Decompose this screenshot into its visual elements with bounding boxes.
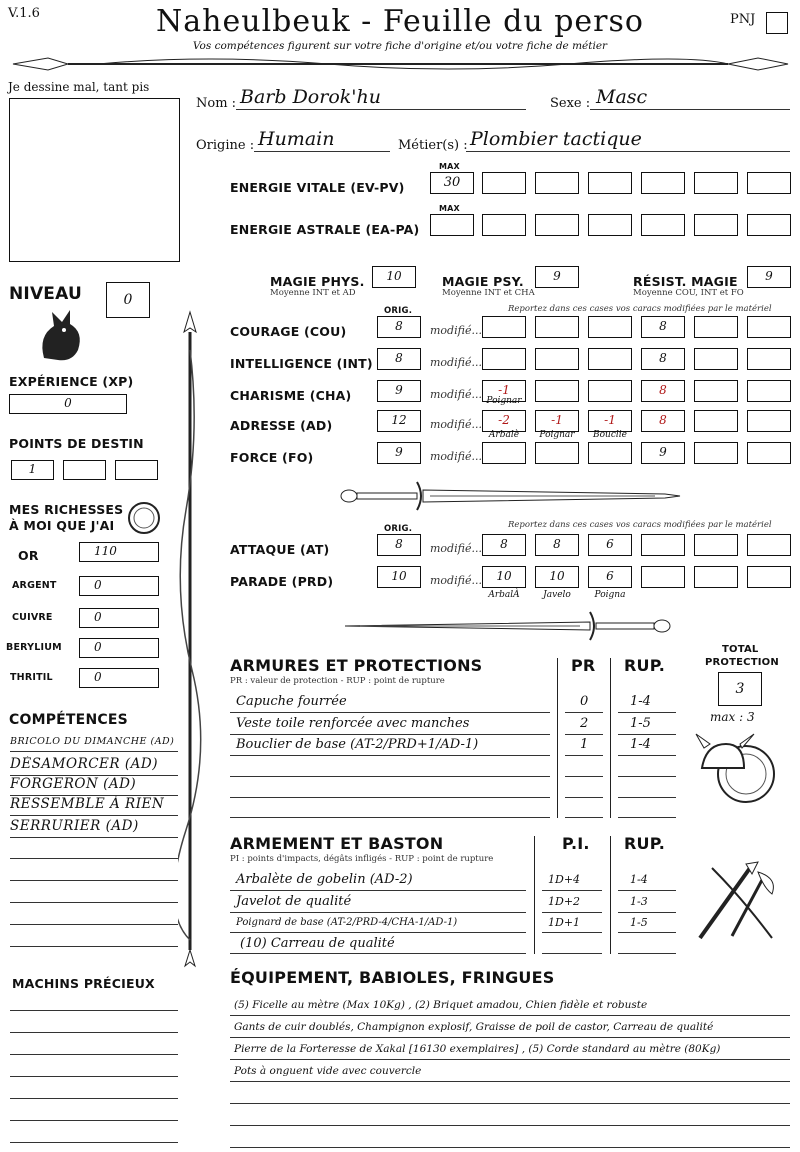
combat-modifier-box[interactable]: 10 [535, 566, 579, 588]
combat-modifier-box[interactable]: 6 [588, 534, 632, 556]
orig-label: ORIG. [384, 306, 413, 316]
armor-title: ARMURES ET PROTECTIONS [230, 656, 483, 675]
armor-item-pr[interactable]: 1 [580, 737, 589, 752]
competence-blank-line[interactable] [10, 902, 178, 903]
combat-modifier-box[interactable]: 8 [535, 534, 579, 556]
equipment-line[interactable]: (5) Ficelle au mètre (Max 10Kg) , (2) Briquet amadou, Chien fidèle et robuste [230, 996, 790, 1016]
weapons-col-pi: P.I. [562, 834, 590, 853]
competences-label: COMPÉTENCES [9, 712, 128, 728]
attaque-label: ATTAQUE (AT) [230, 542, 330, 557]
equipment-line[interactable]: Pierre de la Forteresse de Xakal [16130 exemplaires] , (5) Corde standard au mètre (80Kg) [230, 1040, 790, 1060]
stat-modifier-box[interactable]: -1 [588, 410, 632, 432]
stat-label-ad: ADRESSE (AD) [230, 418, 333, 433]
stat-modifier-source: Bouclie [593, 430, 627, 440]
max-label-ea: MAX [439, 204, 460, 213]
equipment-line[interactable]: Pots à onguent vide avec couvercle [230, 1062, 790, 1082]
max-label-ev: MAX [439, 162, 460, 171]
destin-box[interactable] [115, 460, 158, 480]
weapon-pi-line [542, 890, 602, 891]
armor-row-line[interactable] [230, 776, 550, 777]
stat-modifier-box[interactable] [747, 442, 791, 464]
modifie-label: modifié... [430, 324, 482, 337]
combat-modifier-box[interactable]: 6 [588, 566, 632, 588]
stat-modifier-box[interactable]: 8 [641, 380, 685, 402]
total-protection-box[interactable]: 3 [718, 672, 762, 706]
metier-field[interactable]: Plombier tactique [466, 128, 790, 152]
machins-line[interactable] [10, 1098, 178, 1099]
weapons-icon [692, 858, 784, 948]
weapon-row-line [230, 912, 526, 913]
sword-ornament [340, 608, 680, 644]
competence-item[interactable]: BRICOLO DU DIMANCHE (AD) [10, 736, 178, 752]
ev-track-box[interactable] [694, 172, 738, 194]
stat-modifier-box[interactable] [747, 316, 791, 338]
equipment-line[interactable] [230, 1106, 790, 1126]
currency-box-or[interactable]: 110 [79, 542, 159, 562]
magie-psy-note: Moyenne INT et CHA [442, 288, 535, 298]
machins-line[interactable] [10, 1010, 178, 1011]
stat-orig-fo[interactable]: 9 [377, 442, 421, 464]
armor-divider [610, 658, 611, 818]
weapon-pi-line[interactable] [542, 953, 602, 954]
stat-label-int: INTELLIGENCE (INT) [230, 356, 373, 371]
spear-ornament [178, 310, 202, 970]
combat-modifier-box[interactable]: 10 [482, 566, 526, 588]
ea-track-box[interactable] [482, 214, 526, 236]
modifie-label: modifié... [430, 574, 482, 587]
magie-psy-box[interactable]: 9 [535, 266, 579, 288]
orig-label: ORIG. [384, 524, 413, 534]
armor-row-line[interactable] [230, 797, 550, 798]
armor-note: PR : valeur de protection - RUP : point de rupture [230, 676, 445, 686]
currency-label-berylium: BERYLIUM [6, 642, 62, 653]
parade-orig-box[interactable]: 10 [377, 566, 421, 588]
resist-magie-label: RÉSIST. MAGIE [633, 274, 738, 289]
currency-box-cuivre[interactable]: 0 [79, 608, 159, 628]
stat-modifier-box[interactable]: 8 [641, 316, 685, 338]
destin-box[interactable] [63, 460, 106, 480]
armor-row-line [230, 734, 550, 735]
coin-icon [126, 500, 162, 536]
modifie-label: modifié... [430, 450, 482, 463]
magie-phys-note: Moyenne INT et AD [270, 288, 356, 298]
weapon-item-rup[interactable]: 1-5 [630, 916, 648, 929]
machins-line[interactable] [10, 1142, 178, 1143]
metier-label: Métier(s) : [398, 138, 468, 153]
sexe-field[interactable]: Masc [590, 86, 790, 110]
weapons-title: ARMEMENT ET BASTON [230, 834, 444, 853]
ev-track-box[interactable] [588, 172, 632, 194]
armor-rup-line[interactable] [618, 776, 676, 777]
weapon-row-line [230, 932, 526, 933]
xp-label: EXPÉRIENCE (XP) [9, 374, 134, 389]
stat-modifier-box[interactable] [694, 348, 738, 370]
equipment-title: ÉQUIPEMENT, BABIOLES, FRINGUES [230, 968, 555, 987]
weapon-item-rup[interactable]: 1-4 [630, 873, 648, 886]
stat-orig-int[interactable]: 8 [377, 348, 421, 370]
combat-modifier-box[interactable] [747, 566, 791, 588]
richesses-label: MES RICHESSES [9, 502, 124, 517]
armor-divider [557, 658, 558, 818]
ev-track-box[interactable] [482, 172, 526, 194]
stat-modifier-box[interactable] [535, 316, 579, 338]
stat-modifier-box[interactable] [694, 316, 738, 338]
competence-item[interactable]: RESSEMBLE À RIEN [10, 796, 178, 816]
competence-item[interactable]: SERRURIER (AD) [10, 818, 178, 838]
armor-rup-line [618, 712, 676, 713]
competence-blank-line[interactable] [10, 924, 178, 925]
machins-line[interactable] [10, 1054, 178, 1055]
niveau-box[interactable]: 0 [106, 282, 150, 318]
stat-modifier-box[interactable]: -1 [482, 380, 526, 402]
stat-modifier-box[interactable] [588, 348, 632, 370]
currency-box-thritil[interactable]: 0 [79, 668, 159, 688]
stat-modifier-box[interactable] [588, 316, 632, 338]
armor-row-line[interactable] [230, 817, 550, 818]
equipment-line[interactable]: Gants de cuir doublés, Champignon explosif, Graisse de poil de castor, Carreau de qualité [230, 1018, 790, 1038]
armor-item-name[interactable]: Capuche fourrée [236, 694, 347, 709]
stat-modifier-box[interactable]: -1 [535, 410, 579, 432]
armor-item-rup[interactable]: 1-4 [630, 694, 651, 709]
currency-label-or: OR [18, 548, 39, 563]
stat-modifier-box[interactable] [747, 380, 791, 402]
competence-blank-line[interactable] [10, 858, 178, 859]
stat-modifier-box[interactable] [535, 380, 579, 402]
machins-line[interactable] [10, 1120, 178, 1121]
modifie-label: modifié... [430, 542, 482, 555]
equipment-line[interactable] [230, 1128, 790, 1148]
modifie-label: modifié... [430, 418, 482, 431]
parade-label: PARADE (PRD) [230, 574, 334, 589]
ea-max-box[interactable] [430, 214, 474, 236]
ea-track-box[interactable] [641, 214, 685, 236]
competence-item[interactable]: FORGERON (AD) [10, 776, 178, 796]
sheet-subtitle: Vos compétences figurent sur votre fiche d'origine et/ou votre fiche de métier [192, 40, 608, 52]
weapon-item-name[interactable]: Arbalète de gobelin (AD-2) [236, 872, 413, 887]
origine-label: Origine : [196, 138, 255, 153]
armor-row-line [230, 712, 550, 713]
magie-psy-label: MAGIE PSY. [442, 274, 524, 289]
combat-sub-label: Poigna [594, 590, 626, 600]
stat-modifier-box[interactable] [694, 380, 738, 402]
competence-blank-line[interactable] [10, 880, 178, 881]
niveau-label: NIVEAU [9, 284, 82, 304]
stat-modifier-box[interactable] [482, 348, 526, 370]
weapon-item-name[interactable]: (10) Carreau de qualité [240, 936, 395, 951]
weapon-item-name[interactable]: Poignard de base (AT-2/PRD-4/CHA-1/AD-1) [236, 917, 458, 928]
armor-item-pr[interactable]: 0 [580, 694, 589, 709]
total-protection-label-2: PROTECTION [705, 657, 779, 668]
weapons-divider [534, 836, 535, 954]
xp-box[interactable]: 0 [9, 394, 127, 414]
ea-track-box[interactable] [694, 214, 738, 236]
stat-modifier-box[interactable] [588, 442, 632, 464]
modifie-label: modifié... [430, 356, 482, 369]
combat-modifier-box[interactable] [641, 534, 685, 556]
armor-rup-line[interactable] [618, 797, 676, 798]
stats-note: Reportez dans ces cases vos caracs modifiées par le matériel [508, 520, 772, 530]
magie-phys-label: MAGIE PHYS. [270, 274, 365, 289]
weapon-pi-line [542, 912, 602, 913]
weapons-col-rup: RUP. [624, 834, 665, 853]
dragon-icon [34, 306, 86, 364]
header-spear-ornament [8, 52, 792, 76]
sword-ornament [335, 478, 685, 514]
armor-rup-line[interactable] [618, 817, 676, 818]
portrait-caption: Je dessine mal, tant pis [8, 80, 150, 94]
stat-modifier-source: Poignar [486, 396, 522, 406]
armor-item-name[interactable]: Veste toile renforcée avec manches [236, 716, 470, 731]
armor-pr-line [565, 734, 603, 735]
pnj-checkbox[interactable] [766, 12, 788, 34]
weapon-rup-line [618, 932, 676, 933]
stat-label-fo: FORCE (FO) [230, 450, 314, 465]
currency-box-argent[interactable]: 0 [79, 576, 159, 596]
armor-rup-line [618, 755, 676, 756]
ev-label: ENERGIE VITALE (EV-PV) [230, 180, 405, 195]
armor-row-line [230, 755, 550, 756]
weapon-item-rup[interactable]: 1-3 [630, 895, 648, 908]
total-protection-label: TOTAL [722, 644, 759, 655]
stat-orig-ad[interactable]: 12 [377, 410, 421, 432]
ea-track-box[interactable] [747, 214, 791, 236]
combat-modifier-box[interactable] [641, 566, 685, 588]
weapon-rup-line [618, 890, 676, 891]
currency-label-cuivre: CUIVRE [12, 612, 53, 623]
version-label: V.1.6 [8, 6, 40, 21]
armor-rup-line [618, 734, 676, 735]
competence-blank-line[interactable] [10, 946, 178, 947]
sexe-label: Sexe : [550, 96, 591, 111]
armor-item-rup[interactable]: 1-4 [630, 737, 651, 752]
stat-modifier-box[interactable] [694, 442, 738, 464]
sheet-title: Naheulbeuk - Feuille du perso [156, 4, 644, 39]
weapon-item-pi[interactable]: 1D+1 [548, 916, 581, 929]
armor-col-rup: RUP. [624, 656, 665, 675]
stat-modifier-source: Arbalè [488, 430, 520, 440]
nom-field[interactable]: Barb Dorok'hu [236, 86, 526, 110]
currency-label-thritil: THRITIL [10, 672, 53, 683]
stat-modifier-box[interactable]: 8 [641, 348, 685, 370]
stat-modifier-box[interactable] [482, 442, 526, 464]
armor-pr-line[interactable] [565, 776, 603, 777]
stat-modifier-box[interactable] [535, 348, 579, 370]
stat-label-cha: CHARISME (CHA) [230, 388, 352, 403]
armor-item-pr[interactable]: 2 [580, 716, 589, 731]
combat-sub-label: Javelo [543, 590, 571, 600]
portrait-frame[interactable] [9, 98, 180, 262]
nom-label: Nom : [196, 96, 237, 111]
machins-label: MACHINS PRÉCIEUX [12, 976, 155, 991]
combat-sub-label: ArbalÀ [488, 590, 520, 600]
ea-label: ENERGIE ASTRALE (EA-PA) [230, 222, 420, 237]
combat-modifier-box[interactable] [747, 534, 791, 556]
resist-magie-box[interactable]: 9 [747, 266, 791, 288]
origine-field[interactable]: Humain [254, 128, 390, 152]
stat-modifier-box[interactable]: 9 [641, 442, 685, 464]
destin-label: POINTS DE DESTIN [9, 436, 144, 451]
weapons-note: PI : points d'impacts, dégâts infligés - RUP : point de rupture [230, 854, 494, 864]
stat-modifier-box[interactable] [535, 442, 579, 464]
richesses-label-2: À MOI QUE J'AI [9, 518, 115, 533]
armor-col-pr: PR [571, 656, 596, 675]
attaque-orig-box[interactable]: 8 [377, 534, 421, 556]
weapon-row-line [230, 953, 526, 954]
ev-track-box[interactable] [641, 172, 685, 194]
ea-track-box[interactable] [535, 214, 579, 236]
weapon-rup-line[interactable] [618, 953, 676, 954]
currency-label-argent: ARGENT [12, 580, 57, 591]
ev-track-box[interactable] [535, 172, 579, 194]
weapon-pi-line [542, 932, 602, 933]
destin-box[interactable]: 1 [11, 460, 54, 480]
weapon-item-pi[interactable]: 1D+2 [548, 895, 581, 908]
armor-pr-line[interactable] [565, 797, 603, 798]
modifie-label: modifié... [430, 388, 482, 401]
competence-item[interactable]: DÉSAMORCER (AD) [10, 756, 178, 776]
stat-modifier-box[interactable]: -2 [482, 410, 526, 432]
armor-pr-line[interactable] [565, 817, 603, 818]
weapons-divider [610, 836, 611, 954]
resist-magie-note: Moyenne COU, INT et FO [633, 288, 744, 298]
stat-modifier-source: Poignar [539, 430, 575, 440]
armor-pr-line [565, 712, 603, 713]
stat-label-cou: COURAGE (COU) [230, 324, 347, 339]
pnj-label: PNJ [730, 12, 756, 27]
stat-orig-cha[interactable]: 9 [377, 380, 421, 402]
stat-modifier-box[interactable] [588, 380, 632, 402]
equipment-line[interactable] [230, 1084, 790, 1104]
weapon-row-line [230, 890, 526, 891]
machins-line[interactable] [10, 1032, 178, 1033]
machins-line[interactable] [10, 1076, 178, 1077]
stat-modifier-box[interactable] [694, 410, 738, 432]
armor-pr-line [565, 755, 603, 756]
weapon-item-name[interactable]: Javelot de qualité [236, 894, 352, 909]
ea-track-box[interactable] [588, 214, 632, 236]
weapon-rup-line [618, 912, 676, 913]
stat-modifier-box[interactable]: 8 [641, 410, 685, 432]
stat-modifier-box[interactable] [482, 316, 526, 338]
helmet-shield-icon [694, 726, 780, 810]
armor-item-rup[interactable]: 1-5 [630, 716, 651, 731]
ev-track-box[interactable] [747, 172, 791, 194]
weapon-item-pi[interactable]: 1D+4 [548, 873, 581, 886]
stat-modifier-box[interactable] [747, 348, 791, 370]
combat-modifier-box[interactable] [694, 566, 738, 588]
total-protection-max: max : 3 [710, 710, 755, 724]
currency-box-berylium[interactable]: 0 [79, 638, 159, 658]
armor-item-name[interactable]: Bouclier de base (AT-2/PRD+1/AD-1) [236, 737, 479, 752]
combat-modifier-box[interactable]: 8 [482, 534, 526, 556]
stats-note: Reportez dans ces cases vos caracs modifiées par le matériel [508, 304, 772, 314]
ev-max-box[interactable]: 30 [430, 172, 474, 194]
stat-modifier-box[interactable] [747, 410, 791, 432]
stat-orig-cou[interactable]: 8 [377, 316, 421, 338]
combat-modifier-box[interactable] [694, 534, 738, 556]
magie-phys-box[interactable]: 10 [372, 266, 416, 288]
